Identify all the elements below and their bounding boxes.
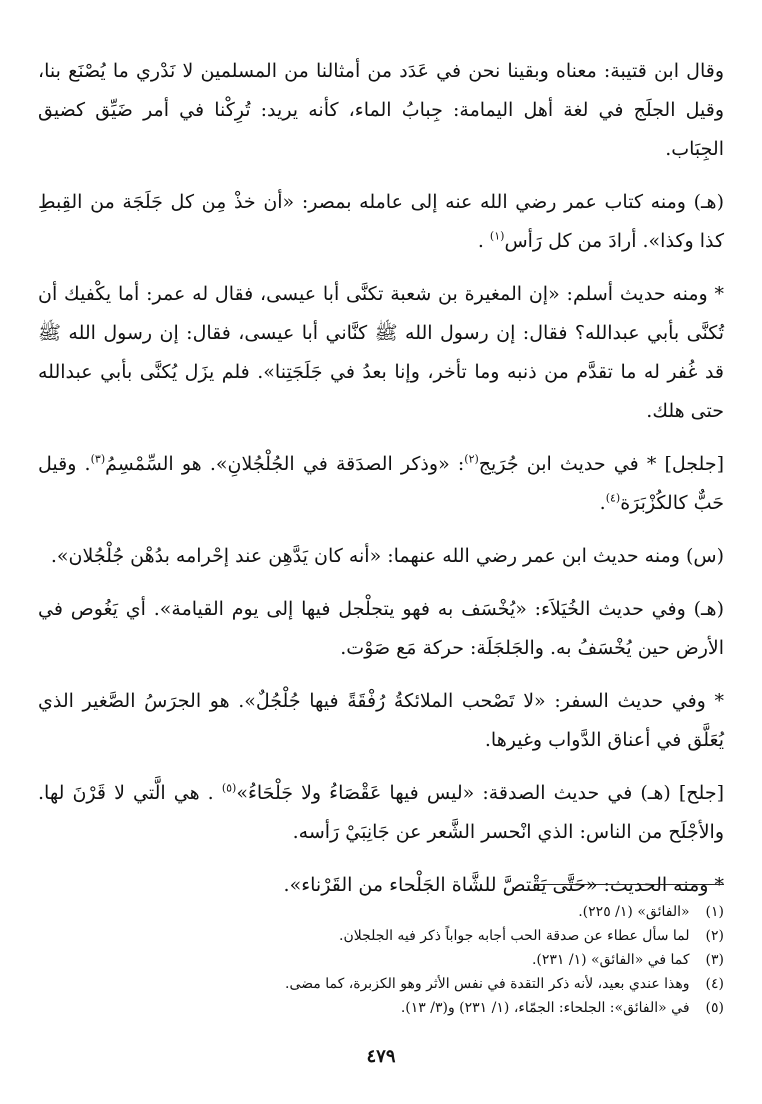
paragraph-5 (38, 537, 724, 576)
footnote-separator (534, 884, 724, 885)
paragraph-3-text: * ومنه حديث أسلم: «إن المغيرة بن شعبة تكنَّى أبا عيسى، فقال له عمر: أما يكْفيك أن تُكنَّى بأبي عبدالله؟ فقال: إن رسول الله ﷺ كنَّاني أبا عيسى، فقال: إن رسول الله ﷺ قد غُفر له ما تقدَّم من ذنبه وما تأخر، وإنا بعدُ في جَلَجَتِنا». فلم يزَل يُكنَّى بأبي عبدالله حتى هلك. (38, 283, 724, 422)
footnote-1 (38, 900, 724, 924)
footnote-3 (38, 948, 724, 972)
paragraph-5-text: (س) ومنه حديث ابن عمر رضي الله عنهما: «أنه كان يَدَّهِن عند إحْرامه بدُهْن جُلْجُلان». (50, 545, 724, 567)
paragraph-1 (38, 52, 724, 169)
footnote-5-number: (٥) (705, 1000, 724, 1016)
paragraph-4-mid: : «وذكر الصدَقة في الجُلْجُلانِ». هو السِّمْسِمُ (105, 453, 465, 475)
footnote-4-number: (٤) (705, 976, 724, 992)
paragraph-4 (38, 445, 724, 523)
paragraph-2-tail: . (477, 230, 490, 252)
footnote-3-text: كما في «الفائق» (١/ ٢٣١). (531, 952, 690, 968)
footnotes (38, 900, 724, 1020)
paragraph-9-text: * ومنه الحديث: «حَتَّى يَقْتصَّ للشَّاة الجَلْحاء من القَرْناء». (283, 874, 724, 896)
footnote-2-text: لما سأل عطاء عن صدقة الحب أجابه جواباً ذكر فيه الجلجلان. (339, 928, 690, 944)
paragraph-6 (38, 590, 724, 668)
footnote-1-text: «الفائق» (١/ ٢٢٥). (578, 904, 690, 920)
paragraph-8-text: [جلح] (هـ) في حديث الصدقة: «ليس فيها عَقْصَاءُ ولا جَلْحَاءُ» (236, 782, 724, 804)
footnote-ref-2[interactable]: (٢) (464, 452, 479, 466)
main-text (38, 52, 724, 919)
paragraph-8-tail: . هي الَّتي لا قَرْنَ لها. والأجْلَح من الناس: الذي انْحسر الشَّعر عن جَانِبَيْ رَأسه. (38, 782, 724, 843)
paragraph-7-text: * وفي حديث السفر: «لا تَصْحب الملائكةُ رُفْقَةً فيها جُلْجُلٌ». هو الجرَسُ الصَّغير الذي يُعَلَّق في أعناق الدَّواب وغيرها. (38, 690, 724, 751)
paragraph-2 (38, 183, 724, 261)
footnote-4-text: وهذا عندي بعيد، لأنه ذكر التقدة في نفس الأثر وهو الكزبرة، كما مضى. (285, 976, 690, 992)
paragraph-1-text: وقال ابن قتيبة: معناه وبقينا نحن في عَدَد من أمثالنا من المسلمين لا نَدْري ما يُصْنَع بنا، وقيل الجلَج في لغة أهل اليمامة: جِبابُ الماء، كأنه يريد: تُرِكْنا في أمر ضَيِّق كضيق الجِبَاب. (38, 60, 724, 160)
paragraph-4-text: [جلجل] * في حديث ابن جُرَيج (478, 453, 724, 475)
footnote-5 (38, 996, 724, 1020)
paragraph-2-text: (هـ) ومنه كتاب عمر رضي الله عنه إلى عامله بمصر: «أن خذْ مِن كل جَلَجَة من القِبطِ كذا وكذا». أرادَ من كل رَأس (38, 191, 724, 252)
footnote-ref-5[interactable]: (٥) (221, 781, 237, 795)
footnote-5-text: في «الفائق»: الجلحاء: الجمّاء، (١/ ٢٣١) و(٣/ ١٣). (400, 1000, 690, 1016)
footnote-3-number: (٣) (705, 952, 724, 968)
page-number: ٤٧٩ (366, 1046, 396, 1067)
footnote-1-number: (١) (705, 904, 724, 920)
paragraph-4-mid2: . وقيل حَبٌّ كالكُزْبَرَة (38, 453, 724, 514)
footnote-2 (38, 924, 724, 948)
paragraph-8 (38, 774, 724, 852)
footnote-2-number: (٢) (705, 928, 724, 944)
footnote-ref-1[interactable]: (١) (489, 229, 505, 243)
paragraph-3 (38, 275, 724, 431)
footnote-ref-4[interactable]: (٤) (605, 491, 621, 505)
paragraph-4-tail: . (599, 492, 606, 514)
paragraph-7 (38, 682, 724, 760)
paragraph-6-text: (هـ) وفي حديث الخُيَلاَء: «يُخْسَف به فهو يتجلْجل فيها إلى يوم القيامة». أي يَغُوص في الأرض حين يُخْسَفُ به. والجَلجَلَة: حركة مَع صَوْت. (38, 598, 724, 659)
footnote-4 (38, 972, 724, 996)
footnote-ref-3[interactable]: (٣) (90, 452, 106, 466)
